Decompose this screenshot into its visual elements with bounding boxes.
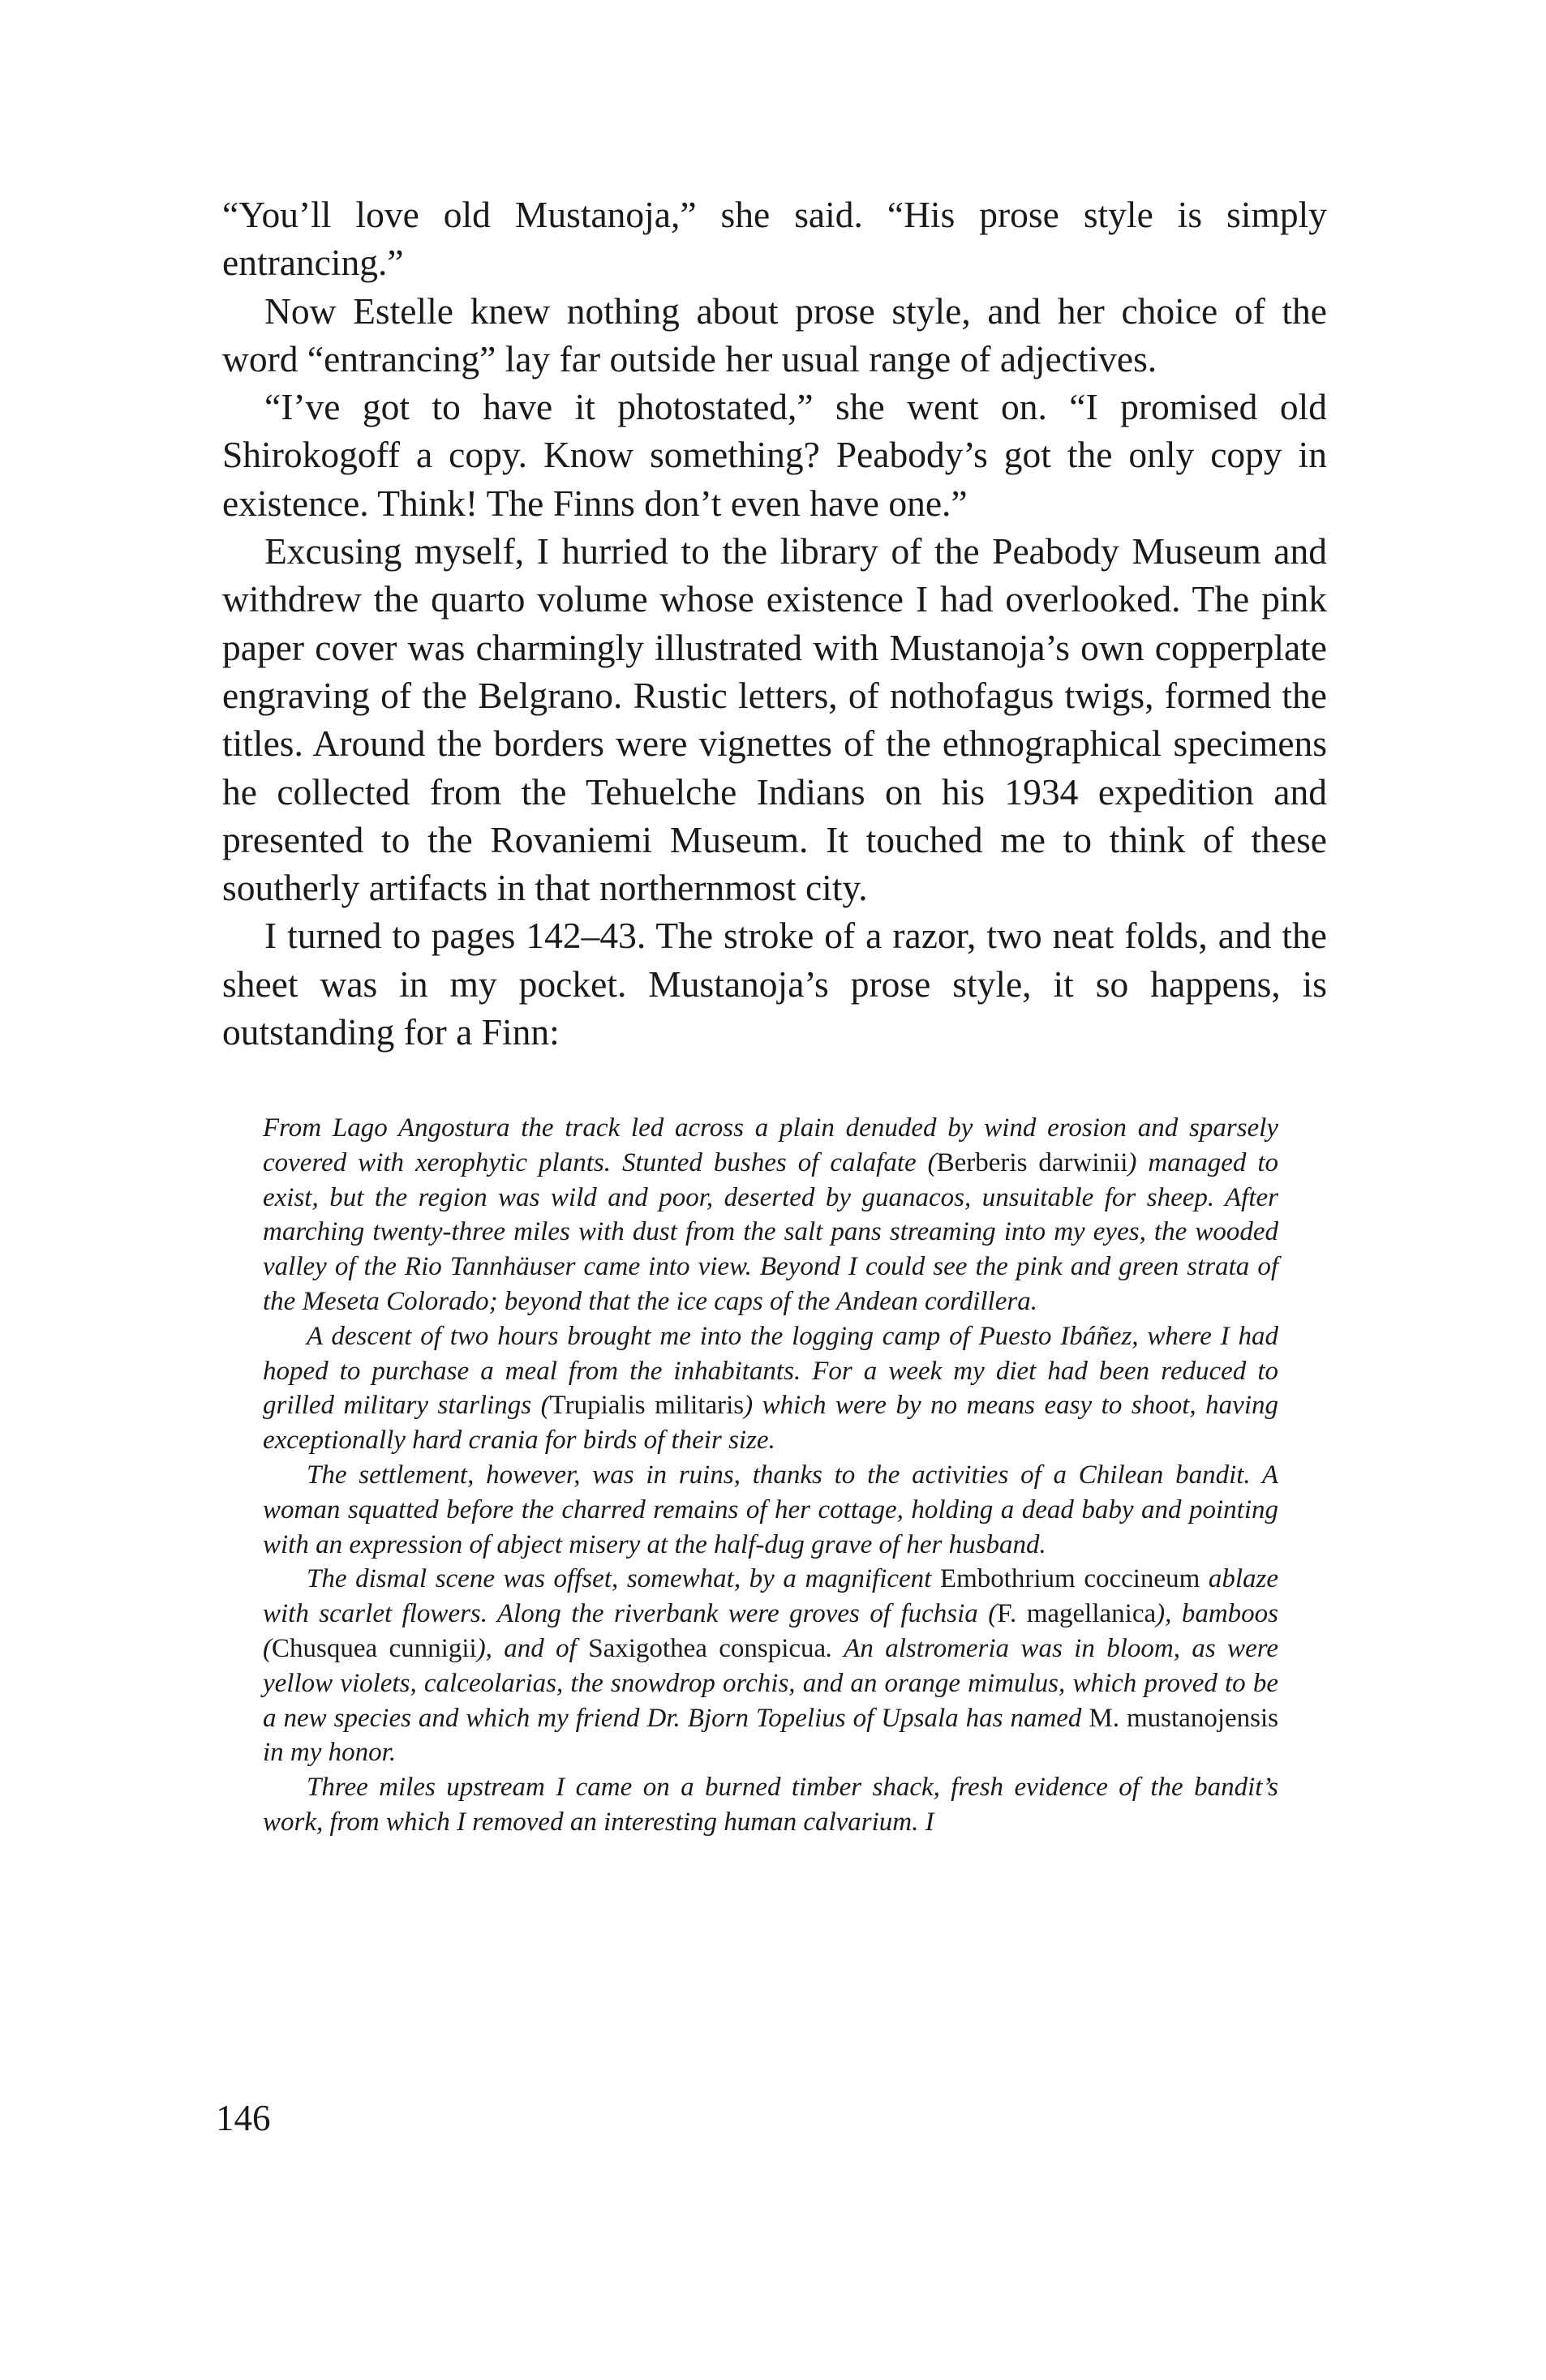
- extract-paragraph-lago-angostura: From Lago Angostura the track led across a plain denuded by wind erosion and sparsely covered with xerophytic plants. Stunted bushes of calafate (Berberis darwinii) managed to exist, but the region was wild and poor, deserted by guanacos, unsuitable for sheep. After marching twenty-three miles with dust from the salt pans streaming into my eyes, the wooded valley of the Rio Tannhäuser came into view. Beyond I could see the pink and green strata of the Meseta Colorado; beyond that the ice caps of the Andean cordillera.: [263, 1113, 1278, 1316]
- extract-paragraph-settlement: The settlement, however, was in ruins, thanks to the activities of a Chilean bandit. A woman squatted before the charred remains of her cottage, holding a dead baby and pointing with an expression of abject misery at the half-dug grave of her husband.: [263, 1460, 1278, 1559]
- species-name: Chusquea cunnigii: [272, 1633, 477, 1663]
- species-name: Trupialis militaris: [549, 1391, 745, 1421]
- paragraph-estelle: Now Estelle knew nothing about prose style, and her choice of the word “entrancing” lay far outside her usual range of adjectives.: [222, 289, 1327, 380]
- paragraph-dialogue-mustanoja: “You’ll love old Mustanoja,” she said. “His prose style is simply entrancing.”: [222, 194, 1327, 284]
- main-text: [222, 191, 1327, 1056]
- extract-paragraph-timber-shack: Three miles upstream I came on a burned timber shack, fresh evidence of the bandit’s work, from which I removed an interesting human calvarium. I: [263, 1773, 1278, 1837]
- species-name: Embothrium coccineum: [939, 1564, 1200, 1594]
- page-number: 146: [216, 2098, 271, 2138]
- species-name: Saxigothea conspicua: [588, 1633, 827, 1663]
- species-name: Berberis darwinii: [936, 1147, 1128, 1177]
- paragraph-photostat: “I’ve got to have it photostated,” she went on. “I promised old Shirokogoff a copy. Know something? Peabody’s got the only copy in existence. Think! The Finns don’t even have one.”: [222, 386, 1327, 524]
- paragraph-razor: I turned to pages 142–43. The stroke of a razor, two neat folds, and the sheet was in my pocket. Mustanoja’s prose style, it so happens, is outstanding for a Finn:: [222, 915, 1327, 1053]
- extract-paragraph-puesto-ibanez: A descent of two hours brought me into the logging camp of Puesto Ibáñez, where I had hoped to purchase a meal from the inhabitants. For a week my diet had been reduced to grilled military starlings (Trupialis militaris) which were by no means easy to shoot, having exceptionally hard crania for birds of their size.: [263, 1321, 1278, 1456]
- species-name: F. magellanica: [997, 1599, 1157, 1629]
- species-name: M. mustanojensis: [1089, 1703, 1279, 1733]
- paragraph-peabody-library: Excusing myself, I hurried to the library of the Peabody Museum and withdrew the quarto volume whose existence I had overlooked. The pink paper cover was charmingly illustrated with Mustanoja’s own copperplate engraving of the Belgrano. Rustic letters, of nothofagus twigs, formed the titles. Around the borders were vignettes of the ethnographical specimens he collected from the Tehuelche Indians on his 1934 expedition and presented to the Rovaniemi Museum. It touched me to think of these southerly artifacts in that northernmost city.: [222, 530, 1327, 909]
- quoted-extract: [263, 1111, 1278, 1840]
- extract-paragraph-embothrium: The dismal scene was offset, somewhat, by a magnificent Embothrium coccineum ablaze with scarlet flowers. Along the riverbank were groves of fuchsia (F. magellanica), bamboos (Chusquea cunnigii), and of Saxigothea conspicua. An alstromeria was in bloom, as were yellow violets, calceolarias, the snowdrop orchis, and an orange mimulus, which proved to be a new species and which my friend Dr. Bjorn Topelius of Upsala has named M. mustanojensis in my honor.: [263, 1564, 1279, 1768]
